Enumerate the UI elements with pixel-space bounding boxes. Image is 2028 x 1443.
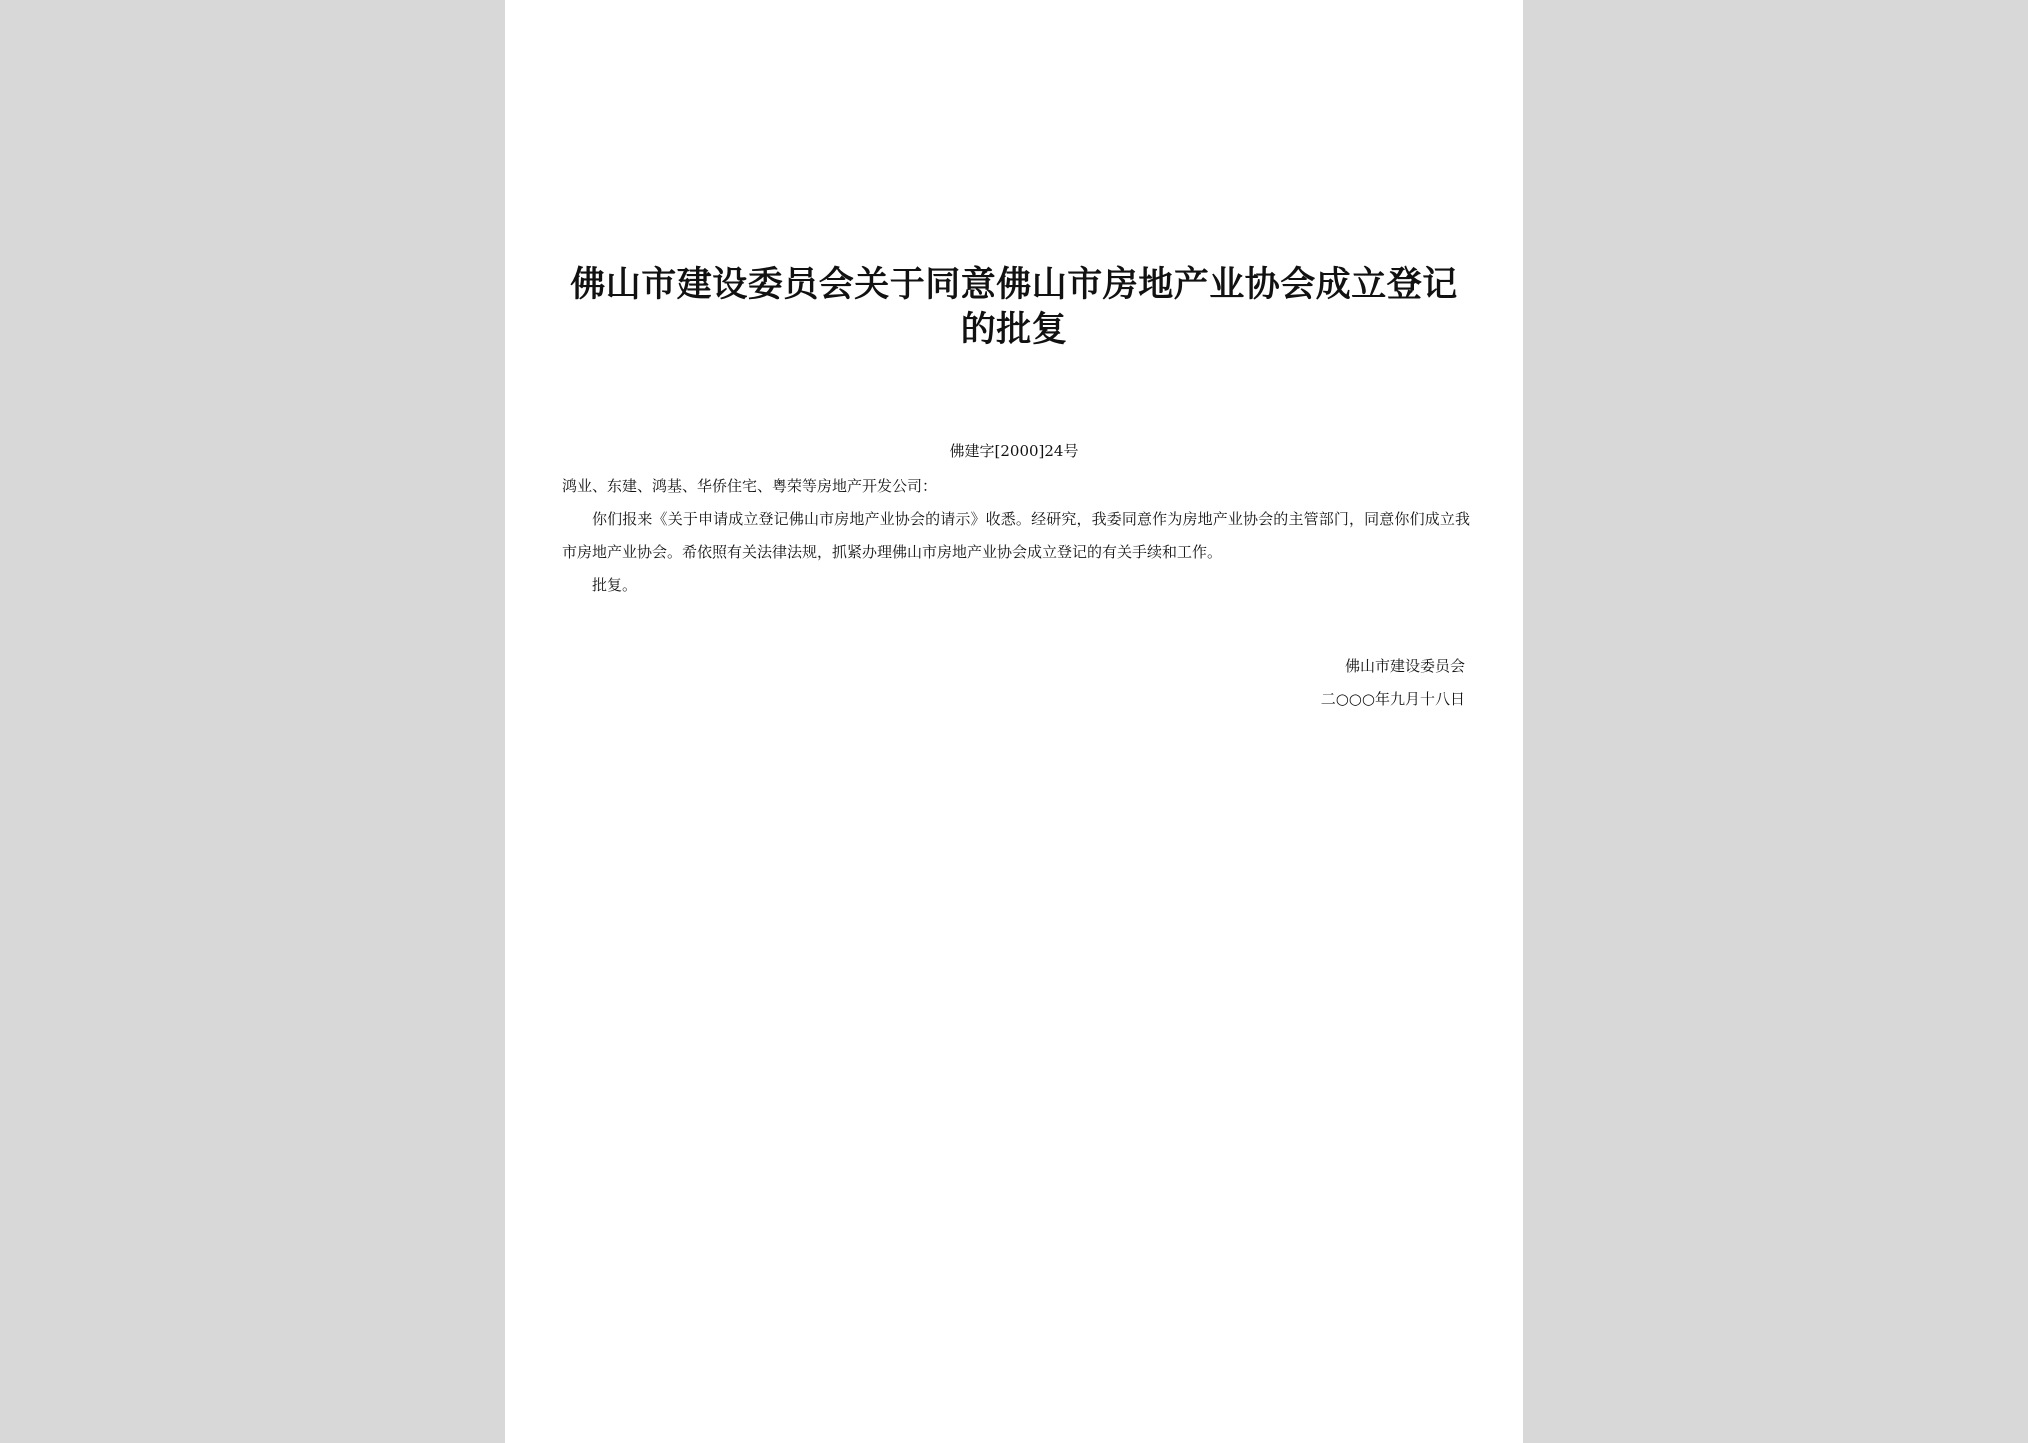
closing-line: 批复。 [592, 576, 638, 594]
recipient-line: 鸿业、东建、鸿基、华侨住宅、粤荣等房地产开发公司： [562, 477, 938, 495]
document-page [505, 0, 1523, 1443]
document-title: 佛山市建设委员会关于同意佛山市房地产业协会成立登记的批复 [570, 264, 1458, 350]
issue-date: 二○○○年九月十八日 [1320, 690, 1465, 708]
body-paragraph: 你们报来《关于申请成立登记佛山市房地产业协会的请示》收悉。经研究，我委同意作为房地产业协会的主管部门，同意你们成立我市房地产业协会。希依照有关法律法规，抓紧办理佛山市房地产业协会成立登记的有关手续和工作。 [562, 510, 1470, 561]
issuer-signature: 佛山市建设委员会 [1344, 657, 1465, 675]
document-number: 佛建字[2000]24号 [949, 442, 1079, 460]
